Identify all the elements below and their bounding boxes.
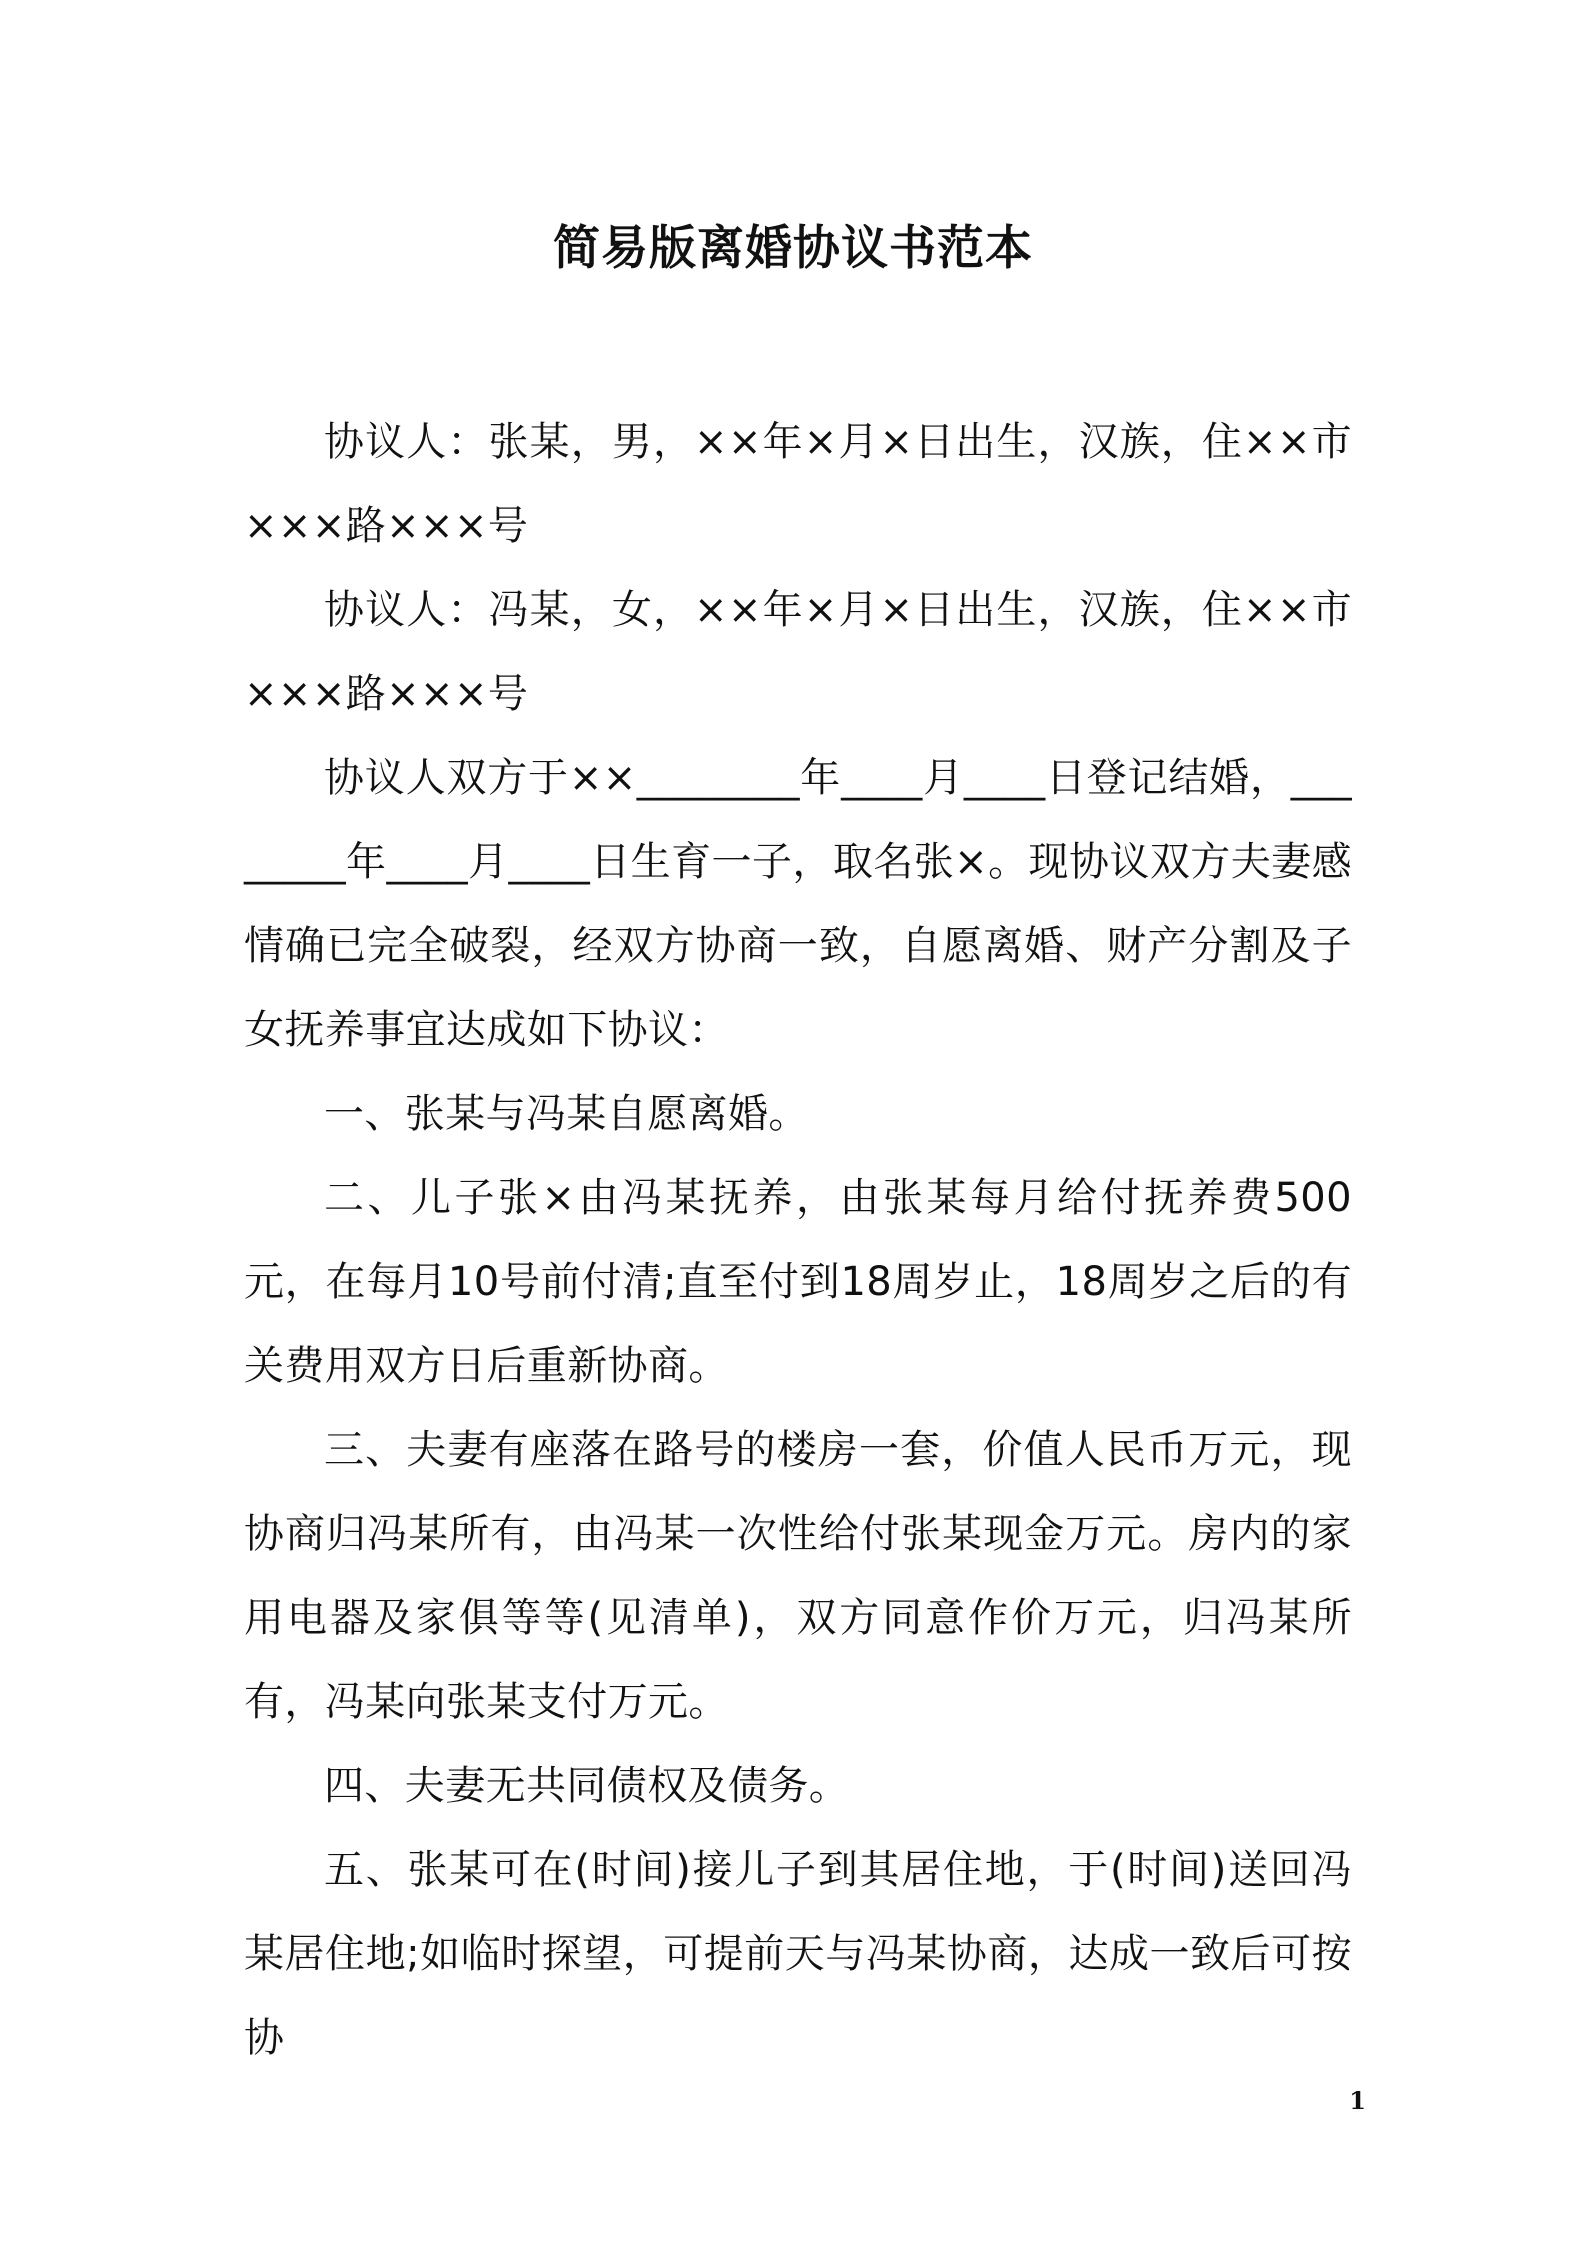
paragraph-clause-5: 五、张某可在(时间)接儿子到其居住地，于(时间)送回冯某居住地;如临时探望，可提前天与冯某协商，达成一致后可按协	[244, 1847, 1352, 2061]
paragraph-clause-2: 二、儿子张×由冯某抚养，由张某每月给付抚养费500元，在每月10号前付清;直至付到18周岁止，18周岁之后的有关费用双方日后重新协商。	[244, 1175, 1352, 1389]
paragraph-preamble: 协议人双方于××________年____月____日登记结婚，________年____月____日生育一子，取名张×。现协议双方夫妻感情确已完全破裂，经双方协商一致，自愿离婚、财产分割及子女抚养事宜达成如下协议：	[244, 755, 1352, 1053]
paragraph-clause-4: 四、夫妻无共同债权及债务。	[324, 1763, 850, 1809]
document-title: 简易版离婚协议书范本	[553, 221, 1033, 276]
page-number: 1	[1349, 2086, 1366, 2115]
paragraph-clause-3: 三、夫妻有座落在路号的楼房一套，价值人民币万元，现协商归冯某所有，由冯某一次性给付张某现金万元。房内的家用电器及家俱等等(见清单)，双方同意作价万元，归冯某所有，冯某向张某支付万元。	[244, 1427, 1352, 1725]
paragraph-party-1: 协议人：张某，男，××年×月×日出生，汉族，住××市×××路×××号	[244, 419, 1352, 549]
paragraph-party-2: 协议人：冯某，女，××年×月×日出生，汉族，住××市×××路×××号	[244, 587, 1352, 717]
document-body	[244, 400, 1352, 2080]
paragraph-clause-1: 一、张某与冯某自愿离婚。	[324, 1091, 809, 1137]
